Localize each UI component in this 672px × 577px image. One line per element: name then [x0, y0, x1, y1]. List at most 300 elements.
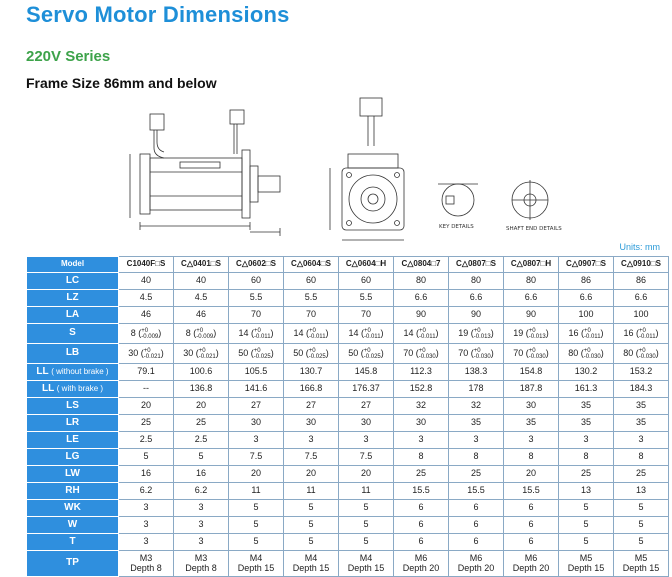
- value-cell: 7.5: [284, 449, 339, 466]
- nominal-value: 80: [623, 347, 634, 358]
- value-cell: 6: [449, 517, 504, 534]
- row-label: RH: [65, 484, 80, 496]
- value-cell: [614, 551, 669, 577]
- row-label: LE: [66, 433, 79, 445]
- value-cell: 3: [174, 500, 229, 517]
- value-cell: 14 ( +0 -0.011 ): [229, 324, 284, 344]
- value-cell: 176.37: [339, 381, 394, 398]
- value-cell: 6.6: [394, 290, 449, 307]
- value-cell: 20: [504, 466, 559, 483]
- value-cell: 5: [559, 517, 614, 534]
- value-cell: 8: [449, 449, 504, 466]
- value-cell: [174, 551, 229, 577]
- thread-size: M4: [249, 553, 263, 564]
- value-cell: 7.5: [229, 449, 284, 466]
- row-label-cell: [27, 364, 119, 381]
- row-label-cell: [27, 307, 119, 324]
- value-cell: 16: [174, 466, 229, 483]
- row-label-cell: [27, 517, 119, 534]
- thread-depth: Depth 20: [457, 562, 495, 573]
- tolerance-lower: -0.013: [528, 333, 546, 340]
- value-cell: 3: [394, 432, 449, 449]
- value-cell: 11: [339, 483, 394, 500]
- row-label: TP: [66, 557, 79, 569]
- value-cell: 40: [119, 273, 174, 290]
- value-cell: 25: [394, 466, 449, 483]
- value-cell: 3: [119, 517, 174, 534]
- value-cell: 3: [614, 432, 669, 449]
- value-cell: 14 ( +0 -0.011 ): [339, 324, 394, 344]
- value-cell: 27: [284, 398, 339, 415]
- thread-size: M4: [359, 553, 373, 564]
- nominal-value: 14: [293, 327, 304, 338]
- value-cell: 166.8: [284, 381, 339, 398]
- value-cell: 32: [449, 398, 504, 415]
- thread-depth: Depth 15: [292, 562, 330, 573]
- value-cell: 50 ( +0 -0.025 ): [229, 344, 284, 364]
- value-cell: 25: [614, 466, 669, 483]
- value-cell: 30: [284, 415, 339, 432]
- row-label-cell: [27, 324, 119, 344]
- tolerance-upper: +0: [308, 327, 316, 334]
- value-cell: 30 ( +0 -0.021 ): [174, 344, 229, 364]
- value-cell: 19 ( +0 -0.013 ): [449, 324, 504, 344]
- value-cell: 6.6: [559, 290, 614, 307]
- thread-size: M6: [414, 553, 428, 564]
- row-label-sub: ( with brake ): [56, 383, 104, 393]
- nominal-value: 16: [568, 327, 579, 338]
- value-cell: 11: [284, 483, 339, 500]
- tolerance-lower: -0.030: [638, 353, 656, 360]
- nominal-value: 19: [458, 327, 469, 338]
- table-row: [27, 483, 669, 500]
- value-cell: 14 ( +0 -0.011 ): [284, 324, 339, 344]
- table-row: [27, 517, 669, 534]
- value-cell: 5: [559, 534, 614, 551]
- value-cell: 8: [394, 449, 449, 466]
- tolerance-upper: +0: [143, 347, 151, 354]
- nominal-value: 8: [185, 327, 191, 338]
- value-cell: 35: [614, 398, 669, 415]
- value-cell: 6: [394, 517, 449, 534]
- value-cell: 11: [229, 483, 284, 500]
- value-cell: 50 ( +0 -0.025 ): [339, 344, 394, 364]
- value-cell: 13: [559, 483, 614, 500]
- table-row: [27, 364, 669, 381]
- nominal-value: 50: [348, 347, 359, 358]
- value-cell: --: [119, 381, 174, 398]
- value-cell: 3: [174, 517, 229, 534]
- value-cell: [339, 551, 394, 577]
- value-cell: 5.5: [229, 290, 284, 307]
- value-cell: 3: [119, 534, 174, 551]
- tolerance-lower: -0.013: [473, 333, 491, 340]
- value-cell: 100: [614, 307, 669, 324]
- value-cell: 154.8: [504, 364, 559, 381]
- value-cell: [394, 551, 449, 577]
- row-label-cell: [27, 273, 119, 290]
- row-label-cell: [27, 483, 119, 500]
- value-cell: 80 ( +0 -0.030 ): [559, 344, 614, 364]
- value-cell: 100.6: [174, 364, 229, 381]
- tolerance-upper: +0: [418, 347, 426, 354]
- value-cell: 6: [394, 500, 449, 517]
- front-connector: [360, 98, 382, 116]
- row-label: LG: [65, 450, 80, 462]
- value-cell: 5: [559, 500, 614, 517]
- tolerance-lower: -0.011: [308, 333, 326, 340]
- tolerance-upper: +0: [198, 347, 206, 354]
- thread-depth: Depth 8: [130, 562, 162, 573]
- value-cell: 130.2: [559, 364, 614, 381]
- value-cell: 4.5: [119, 290, 174, 307]
- thread-depth: Depth 20: [402, 562, 440, 573]
- thread-size: M5: [579, 553, 593, 564]
- value-cell: 15.5: [449, 483, 504, 500]
- model-name-cell: C△0804□7: [394, 257, 449, 273]
- value-cell: 20: [119, 398, 174, 415]
- thread-depth: Depth 15: [567, 562, 605, 573]
- value-cell: 4.5: [174, 290, 229, 307]
- key-detail-view: [442, 184, 474, 216]
- value-cell: 5: [284, 500, 339, 517]
- tolerance-lower: -0.030: [528, 353, 546, 360]
- value-cell: 145.8: [339, 364, 394, 381]
- value-cell: 100: [559, 307, 614, 324]
- value-cell: 5: [614, 517, 669, 534]
- tolerance-lower: -0.011: [638, 333, 656, 340]
- value-cell: [229, 551, 284, 577]
- value-cell: 6.2: [174, 483, 229, 500]
- value-cell: 6.2: [119, 483, 174, 500]
- value-cell: 35: [504, 415, 559, 432]
- model-name-cell: C△0910□S: [614, 257, 669, 273]
- nominal-value: 30: [183, 347, 194, 358]
- value-cell: 80 ( +0 -0.030 ): [614, 344, 669, 364]
- model-name-cell: C△0807□S: [449, 257, 504, 273]
- value-cell: 3: [119, 500, 174, 517]
- value-cell: [119, 551, 174, 577]
- value-cell: 20: [229, 466, 284, 483]
- value-cell: 25: [449, 466, 504, 483]
- table-row: [27, 534, 669, 551]
- value-cell: 6.6: [449, 290, 504, 307]
- value-cell: 30: [504, 398, 559, 415]
- value-cell: [449, 551, 504, 577]
- table-row: [27, 551, 669, 577]
- value-cell: 8 ( +0 -0.009 ): [174, 324, 229, 344]
- value-cell: 60: [284, 273, 339, 290]
- value-cell: 60: [339, 273, 394, 290]
- tolerance-upper: +0: [473, 327, 481, 334]
- row-label: LC: [65, 274, 80, 286]
- value-cell: 5: [339, 517, 394, 534]
- shaft-end-details-label: SHAFT END DETAILS: [506, 226, 562, 232]
- value-cell: 25: [559, 466, 614, 483]
- table-row: [27, 398, 669, 415]
- value-cell: 90: [449, 307, 504, 324]
- value-cell: 178: [449, 381, 504, 398]
- value-cell: 20: [284, 466, 339, 483]
- value-cell: 6: [394, 534, 449, 551]
- thread-depth: Depth 8: [185, 562, 217, 573]
- value-cell: 25: [174, 415, 229, 432]
- value-cell: 19 ( +0 -0.013 ): [504, 324, 559, 344]
- tolerance-upper: +0: [583, 327, 591, 334]
- value-cell: 130.7: [284, 364, 339, 381]
- value-cell: 80: [394, 273, 449, 290]
- row-label-cell: [27, 534, 119, 551]
- tolerance-lower: -0.030: [418, 353, 436, 360]
- model-name-cell: C△0602□S: [229, 257, 284, 273]
- value-cell: 70: [339, 307, 394, 324]
- value-cell: 5: [614, 534, 669, 551]
- value-cell: 35: [559, 398, 614, 415]
- tolerance-lower: -0.025: [253, 353, 271, 360]
- value-cell: 35: [449, 415, 504, 432]
- page-title: Servo Motor Dimensions: [26, 2, 290, 27]
- nominal-value: 70: [403, 347, 414, 358]
- value-cell: 6: [449, 534, 504, 551]
- table-row: [27, 381, 669, 398]
- nominal-value: 14: [403, 327, 414, 338]
- tolerance-upper: +0: [141, 327, 149, 334]
- nominal-value: 70: [458, 347, 469, 358]
- tolerance-upper: +0: [473, 347, 481, 354]
- value-cell: 30 ( +0 -0.021 ): [119, 344, 174, 364]
- row-label: W: [67, 518, 78, 530]
- value-cell: 3: [559, 432, 614, 449]
- row-label-cell: [27, 415, 119, 432]
- motor-technical-drawing: [120, 92, 670, 244]
- nominal-value: 80: [568, 347, 579, 358]
- tolerance-lower: -0.011: [583, 333, 601, 340]
- row-label: LB: [65, 347, 80, 359]
- model-name-cell: C△0807□H: [504, 257, 559, 273]
- value-cell: 16 ( +0 -0.011 ): [559, 324, 614, 344]
- row-label-sub: ( without brake ): [51, 366, 109, 376]
- table-row: [27, 290, 669, 307]
- value-cell: 25: [119, 415, 174, 432]
- value-cell: 40: [174, 273, 229, 290]
- row-label-cell: [27, 466, 119, 483]
- motor-shaft: [258, 176, 280, 192]
- tolerance-lower: -0.030: [473, 353, 491, 360]
- value-cell: 136.8: [174, 381, 229, 398]
- value-cell: 5: [229, 500, 284, 517]
- table-row: [27, 307, 669, 324]
- tolerance-upper: +0: [363, 347, 371, 354]
- row-label-cell: [27, 290, 119, 307]
- front-flange: [342, 168, 404, 230]
- value-cell: 5.5: [339, 290, 394, 307]
- value-cell: 15.5: [394, 483, 449, 500]
- value-cell: 27: [339, 398, 394, 415]
- motor-flange: [242, 150, 250, 218]
- row-label: LA: [65, 308, 80, 320]
- thread-depth: Depth 15: [622, 562, 660, 573]
- thread-depth: Depth 15: [237, 562, 275, 573]
- row-label: T: [69, 535, 76, 547]
- nominal-value: 14: [238, 327, 249, 338]
- thread-size: M6: [524, 553, 538, 564]
- nominal-value: 30: [128, 347, 139, 358]
- value-cell: 14 ( +0 -0.011 ): [394, 324, 449, 344]
- thread-depth: Depth 15: [347, 562, 385, 573]
- value-cell: 86: [614, 273, 669, 290]
- model-header-cell: Model: [27, 257, 119, 273]
- table-row: [27, 273, 669, 290]
- model-name-cell: C△0604□S: [284, 257, 339, 273]
- model-name-cell: C△0401□S: [174, 257, 229, 273]
- nominal-value: 8: [130, 327, 136, 338]
- table-row: [27, 415, 669, 432]
- value-cell: 5: [614, 500, 669, 517]
- row-label: LZ: [66, 291, 79, 303]
- value-cell: 90: [394, 307, 449, 324]
- value-cell: 20: [339, 466, 394, 483]
- value-cell: [284, 551, 339, 577]
- value-cell: 79.1: [119, 364, 174, 381]
- value-cell: 184.3: [614, 381, 669, 398]
- nominal-value: 50: [293, 347, 304, 358]
- key-details-label: KEY DETAILS: [439, 224, 474, 230]
- tolerance-lower: -0.009: [196, 333, 214, 340]
- tolerance-upper: +0: [308, 347, 316, 354]
- row-label-cell: [27, 381, 119, 398]
- value-cell: 86: [559, 273, 614, 290]
- thread-size: M3: [194, 553, 208, 564]
- tolerance-lower: -0.021: [143, 353, 161, 360]
- value-cell: 141.6: [229, 381, 284, 398]
- row-label-cell: [27, 449, 119, 466]
- value-cell: 6: [504, 500, 559, 517]
- value-cell: 153.2: [614, 364, 669, 381]
- table-row: [27, 466, 669, 483]
- value-cell: 3: [449, 432, 504, 449]
- row-label: LW: [65, 467, 80, 479]
- table-row: [27, 432, 669, 449]
- value-cell: 30: [394, 415, 449, 432]
- value-cell: 3: [284, 432, 339, 449]
- value-cell: 70: [284, 307, 339, 324]
- model-name-cell: C1040F□S: [119, 257, 174, 273]
- value-cell: 6: [504, 534, 559, 551]
- table-header-row: [27, 257, 669, 273]
- thread-size: M6: [469, 553, 483, 564]
- value-cell: 138.3: [449, 364, 504, 381]
- tolerance-upper: +0: [196, 327, 204, 334]
- value-cell: 3: [339, 432, 394, 449]
- value-cell: 2.5: [174, 432, 229, 449]
- row-label: LL: [36, 365, 49, 377]
- motor-rear-cap: [140, 154, 150, 214]
- value-cell: 50 ( +0 -0.025 ): [284, 344, 339, 364]
- cable-gland-right: [230, 110, 244, 124]
- tolerance-upper: +0: [363, 327, 371, 334]
- value-cell: 8: [504, 449, 559, 466]
- value-cell: 30: [339, 415, 394, 432]
- tolerance-upper: +0: [638, 327, 646, 334]
- value-cell: 32: [394, 398, 449, 415]
- units-note: Units: mm: [619, 242, 660, 252]
- value-cell: 3: [504, 432, 559, 449]
- row-label-cell: [27, 432, 119, 449]
- value-cell: 13: [614, 483, 669, 500]
- value-cell: 105.5: [229, 364, 284, 381]
- value-cell: 80: [504, 273, 559, 290]
- value-cell: 35: [614, 415, 669, 432]
- row-label: S: [69, 327, 76, 339]
- value-cell: 6.6: [504, 290, 559, 307]
- value-cell: 80: [449, 273, 504, 290]
- tolerance-lower: -0.030: [583, 353, 601, 360]
- tolerance-lower: -0.025: [308, 353, 326, 360]
- value-cell: 70: [229, 307, 284, 324]
- thread-size: M4: [304, 553, 318, 564]
- table-row: [27, 324, 669, 344]
- value-cell: 46: [119, 307, 174, 324]
- value-cell: 6: [504, 517, 559, 534]
- series-heading: 220V Series: [26, 48, 111, 65]
- value-cell: 5.5: [284, 290, 339, 307]
- row-label-cell: [27, 344, 119, 364]
- value-cell: 161.3: [559, 381, 614, 398]
- tolerance-upper: +0: [528, 347, 536, 354]
- tolerance-lower: -0.025: [363, 353, 381, 360]
- row-label: LR: [65, 416, 80, 428]
- value-cell: 70 ( +0 -0.030 ): [449, 344, 504, 364]
- tolerance-lower: -0.009: [141, 333, 159, 340]
- value-cell: 6: [449, 500, 504, 517]
- value-cell: 8: [614, 449, 669, 466]
- tolerance-lower: -0.011: [253, 333, 271, 340]
- value-cell: 35: [559, 415, 614, 432]
- model-name-cell: C△0907□S: [559, 257, 614, 273]
- value-cell: [504, 551, 559, 577]
- value-cell: 16: [119, 466, 174, 483]
- value-cell: 5: [339, 534, 394, 551]
- dimensions-table: [26, 256, 669, 577]
- value-cell: 8: [559, 449, 614, 466]
- value-cell: 16 ( +0 -0.011 ): [614, 324, 669, 344]
- value-cell: 46: [174, 307, 229, 324]
- row-label: WK: [64, 501, 81, 513]
- value-cell: 27: [229, 398, 284, 415]
- table-row: [27, 500, 669, 517]
- tolerance-upper: +0: [638, 347, 646, 354]
- thread-size: M3: [139, 553, 153, 564]
- value-cell: 60: [229, 273, 284, 290]
- tolerance-lower: -0.011: [418, 333, 436, 340]
- tolerance-lower: -0.021: [198, 353, 216, 360]
- value-cell: 3: [229, 432, 284, 449]
- value-cell: 8 ( +0 -0.009 ): [119, 324, 174, 344]
- value-cell: 5: [229, 534, 284, 551]
- value-cell: 70 ( +0 -0.030 ): [394, 344, 449, 364]
- value-cell: 15.5: [504, 483, 559, 500]
- value-cell: 70 ( +0 -0.030 ): [504, 344, 559, 364]
- value-cell: 7.5: [339, 449, 394, 466]
- value-cell: 5: [284, 517, 339, 534]
- tolerance-upper: +0: [528, 327, 536, 334]
- nominal-value: 50: [238, 347, 249, 358]
- cable-gland-left: [150, 114, 164, 130]
- value-cell: 20: [174, 398, 229, 415]
- nominal-value: 14: [348, 327, 359, 338]
- nominal-value: 70: [513, 347, 524, 358]
- nominal-value: 19: [513, 327, 524, 338]
